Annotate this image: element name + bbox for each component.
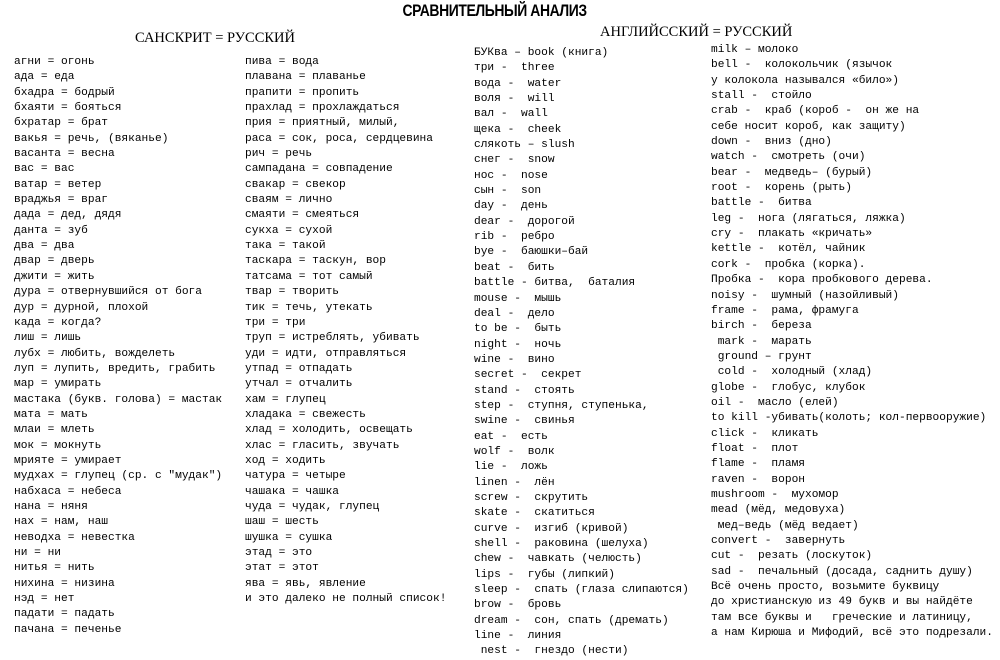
- word-pair-line: noisy - шумный (назойливый): [711, 289, 899, 302]
- word-pair-line: мед–ведь (мёд ведает): [711, 519, 859, 532]
- word-pair-line: вас = вас: [14, 163, 75, 176]
- word-pair-line: down - вниз (дно): [711, 136, 832, 149]
- english-column-2: [711, 43, 993, 641]
- word-pair-line: бхаяти = бояться: [14, 102, 122, 115]
- word-pair-line: луп = лупить, вредить, грабить: [14, 362, 216, 375]
- word-pair-line: bell - колокольчик (язычок: [711, 59, 893, 72]
- word-pair-line: набхаса = небеса: [14, 485, 122, 498]
- word-pair-line: до христианскую из 49 букв и вы найдёте: [711, 596, 973, 609]
- word-pair-line: враджья = враг: [14, 194, 108, 207]
- word-pair-line: хлад = холодить, освещать: [245, 424, 413, 437]
- word-pair-line: mark - марать: [711, 335, 812, 348]
- word-pair-line: сваям = лично: [245, 194, 333, 207]
- word-pair-line: chew - чавкать (челюсть): [474, 553, 642, 566]
- word-pair-line: bear - медведь– (бурый): [711, 166, 873, 179]
- word-pair-line: мастака (букв. голова) = мастак: [14, 393, 223, 406]
- word-pair-line: чуда = чудак, глупец: [245, 500, 380, 513]
- word-pair-line: nest - гнездо (нести): [474, 645, 629, 658]
- word-pair-line: dream - сон, спать (дремать): [474, 614, 669, 627]
- word-pair-line: eat - есть: [474, 430, 548, 443]
- word-pair-line: cold - холодный (хлад): [711, 366, 873, 379]
- word-pair-line: to be - быть: [474, 323, 562, 336]
- word-pair-line: mushroom - мухомор: [711, 488, 839, 501]
- word-pair-line: прия = приятный, милый,: [245, 117, 400, 130]
- word-pair-line: дура = отвернувшийся от бога: [14, 286, 202, 299]
- word-pair-line: снег - snow: [474, 154, 555, 167]
- word-pair-line: watch - смотреть (очи): [711, 151, 866, 164]
- word-pair-line: frame - рама, фрамуга: [711, 304, 859, 317]
- word-pair-line: сукха = сухой: [245, 224, 333, 237]
- word-pair-line: бхадра = бодрый: [14, 86, 115, 99]
- word-pair-line: джити = жить: [14, 270, 95, 283]
- word-pair-line: млаи = млеть: [14, 424, 95, 437]
- word-pair-line: flame - пламя: [711, 458, 805, 471]
- word-pair-line: linen - лён: [474, 476, 555, 489]
- word-pair-line: у колокола назывался «било»): [711, 74, 899, 87]
- sanskrit-column-1: [14, 55, 222, 638]
- word-pair-line: oil - масло (елей): [711, 396, 839, 409]
- word-pair-line: утпад = отпадать: [245, 362, 353, 375]
- word-pair-line: мрияте = умирает: [14, 454, 122, 467]
- word-pair-line: вал - wall: [474, 108, 548, 121]
- word-pair-line: to kill -убивать(колоть; кол-первооружие): [711, 412, 987, 425]
- word-pair-line: swine - свинья: [474, 415, 575, 428]
- word-pair-line: skate - скатиться: [474, 507, 595, 520]
- word-pair-line: leg - нога (лягаться, ляжка): [711, 212, 906, 225]
- word-pair-line: утчал = отчалить: [245, 378, 353, 391]
- word-pair-line: двар = дверь: [14, 255, 95, 268]
- word-pair-line: бхратар = брат: [14, 117, 108, 130]
- word-pair-line: и это далеко не полный список!: [245, 593, 447, 606]
- word-pair-line: battle - битва, баталия: [474, 277, 636, 290]
- word-pair-line: beat - бить: [474, 261, 555, 274]
- word-pair-line: ground – грунт: [711, 350, 812, 363]
- word-pair-line: мок = мокнуть: [14, 439, 102, 452]
- word-pair-line: данта = зуб: [14, 224, 88, 237]
- word-pair-line: birch - береза: [711, 320, 812, 333]
- word-pair-line: сын - son: [474, 185, 542, 198]
- word-pair-line: crab - краб (короб - он же на: [711, 105, 920, 118]
- word-pair-line: brow - бровь: [474, 599, 562, 612]
- word-pair-line: хам = глупец: [245, 393, 326, 406]
- word-pair-line: sleep - спать (глаза слипаются): [474, 584, 689, 597]
- word-pair-line: ни = ни: [14, 547, 61, 559]
- word-pair-line: screw - скрутить: [474, 491, 589, 504]
- word-pair-line: wine - вино: [474, 353, 555, 366]
- word-pair-line: root - корень (рыть): [711, 182, 852, 195]
- word-pair-line: воля - will: [474, 93, 555, 106]
- word-pair-line: агни = огонь: [14, 56, 95, 68]
- word-pair-line: click - кликать: [711, 427, 819, 440]
- word-pair-line: deal - дело: [474, 307, 555, 320]
- sanskrit-column-2: [245, 55, 446, 607]
- word-pair-line: нихина = низина: [14, 577, 115, 590]
- word-pair-line: ход = ходить: [245, 454, 326, 467]
- word-pair-line: татсама = тот самый: [245, 270, 373, 283]
- word-pair-line: а нам Кирюша и Мифодий, всё это подрезали.: [711, 627, 993, 640]
- word-pair-line: Пробка - кора пробкового дерева.: [711, 274, 933, 287]
- word-pair-line: мудхах = глупец (ср. с "мудак"): [14, 470, 223, 483]
- word-pair-line: ада = еда: [14, 71, 75, 84]
- word-pair-line: раса = сок, роса, сердцевина: [245, 132, 433, 145]
- word-pair-line: плавана = плаванье: [245, 71, 366, 84]
- word-pair-line: secret - секрет: [474, 369, 582, 382]
- word-pair-line: труп = истреблять, убивать: [245, 332, 420, 345]
- word-pair-line: float - плот: [711, 442, 799, 455]
- word-pair-line: stand - стоять: [474, 384, 575, 397]
- word-pair-line: три = три: [245, 316, 306, 329]
- word-pair-line: step - ступня, ступенька,: [474, 399, 649, 412]
- word-pair-line: прапити = пропить: [245, 86, 360, 99]
- word-pair-line: lie - ложь: [474, 461, 548, 474]
- word-pair-line: шаш = шесть: [245, 516, 319, 529]
- word-pair-line: падати = падать: [14, 608, 115, 621]
- word-pair-line: вакья = речь, (вяканье): [14, 132, 169, 145]
- word-pair-line: wolf - волк: [474, 445, 555, 458]
- word-pair-line: шушка = сушка: [245, 531, 333, 544]
- word-pair-line: stall - стойло: [711, 90, 812, 103]
- word-pair-line: уди = идти, отправляться: [245, 347, 407, 360]
- word-pair-line: хлас = гласить, звучать: [245, 439, 400, 452]
- word-pair-line: этат = этот: [245, 562, 319, 575]
- word-pair-line: свакар = свекор: [245, 178, 346, 191]
- word-pair-line: слякоть – slush: [474, 139, 575, 152]
- word-pair-line: day - день: [474, 200, 548, 213]
- word-pair-line: дада = дед, дядя: [14, 209, 122, 222]
- word-pair-line: cry - плакать «кричать»: [711, 228, 873, 241]
- word-pair-line: нэд = нет: [14, 593, 75, 606]
- word-pair-line: cork - пробка (корка).: [711, 258, 866, 271]
- word-pair-line: лиш = лишь: [14, 332, 82, 345]
- word-pair-line: convert - завернуть: [711, 535, 846, 547]
- word-pair-line: васанта = весна: [14, 148, 115, 161]
- word-pair-line: battle - битва: [711, 197, 812, 210]
- word-pair-line: себе носит короб, как защиту): [711, 120, 906, 133]
- word-pair-line: mouse - мышь: [474, 292, 562, 305]
- word-pair-line: dear - дорогой: [474, 215, 575, 228]
- word-pair-line: дур = дурной, плохой: [14, 301, 149, 314]
- word-pair-line: два = два: [14, 240, 75, 253]
- word-pair-line: мата = мать: [14, 408, 88, 421]
- word-pair-line: тик = течь, утекать: [245, 301, 373, 314]
- word-pair-line: пива = вода: [245, 56, 319, 68]
- word-pair-line: нос - nose: [474, 169, 548, 182]
- sanskrit-section-header: САНСКРИТ = РУССКИЙ: [135, 30, 295, 46]
- word-pair-line: пачана = печенье: [14, 623, 122, 636]
- word-pair-line: rib - ребро: [474, 231, 555, 244]
- word-pair-line: БУКва – book (книга): [474, 47, 609, 59]
- english-section-header: АНГЛИЙССКИЙ = РУССКИЙ: [600, 24, 793, 40]
- word-pair-line: этад = это: [245, 547, 313, 559]
- english-column-1: [474, 46, 689, 660]
- word-pair-line: смаяти = смеяться: [245, 209, 360, 222]
- word-pair-line: нитья = нить: [14, 562, 95, 575]
- word-pair-line: milk – молоко: [711, 44, 799, 56]
- word-pair-line: line - линия: [474, 630, 562, 643]
- word-pair-line: рич = речь: [245, 148, 313, 161]
- word-pair-line: вода - water: [474, 77, 562, 90]
- word-pair-line: globe - глобус, клубок: [711, 381, 866, 394]
- word-pair-line: щека - cheek: [474, 123, 562, 136]
- word-pair-line: bye - баюшки–бай: [474, 246, 589, 259]
- word-pair-line: curve - изгиб (кривой): [474, 522, 629, 535]
- word-pair-line: shell - раковина (шелуха): [474, 538, 649, 550]
- word-pair-line: када = когда?: [14, 316, 102, 329]
- word-pair-line: хладака = свежесть: [245, 408, 366, 421]
- word-pair-line: така = такой: [245, 240, 326, 253]
- word-pair-line: нана = няня: [14, 500, 88, 513]
- word-pair-line: night - ночь: [474, 338, 562, 351]
- word-pair-line: raven - ворон: [711, 473, 805, 486]
- word-pair-line: Всё очень просто, возьмите буквицу: [711, 581, 940, 594]
- word-pair-line: sad - печальный (досада, саднить душу): [711, 565, 973, 578]
- word-pair-line: чатура = четыре: [245, 470, 346, 483]
- word-pair-line: таскара = таскун, вор: [245, 255, 386, 268]
- word-pair-line: неводха = невестка: [14, 531, 135, 544]
- word-pair-line: прахлад = прохлаждаться: [245, 102, 400, 115]
- page-title: СРАВНИТЕЛЬНЫЙ АНАЛИЗ: [402, 1, 587, 20]
- word-pair-line: cut - резать (лоскуток): [711, 550, 873, 563]
- word-pair-line: нах = нам, наш: [14, 516, 108, 529]
- word-pair-line: kettle - котёл, чайник: [711, 243, 866, 256]
- word-pair-line: ватар = ветер: [14, 178, 102, 191]
- word-pair-line: ява = явь, явление: [245, 577, 366, 590]
- word-pair-line: lips - губы (липкий): [474, 568, 615, 581]
- word-pair-line: mead (мёд, медовуха): [711, 504, 846, 517]
- word-pair-line: три - three: [474, 62, 555, 75]
- word-pair-line: чашака = чашка: [245, 485, 339, 498]
- word-pair-line: там все буквы и греческие и латиницу,: [711, 611, 973, 624]
- word-pair-line: мар = умирать: [14, 378, 102, 391]
- word-pair-line: лубх = любить, вожделеть: [14, 347, 176, 360]
- word-pair-line: сампадана = совпадение: [245, 163, 393, 176]
- word-pair-line: твар = творить: [245, 286, 339, 299]
